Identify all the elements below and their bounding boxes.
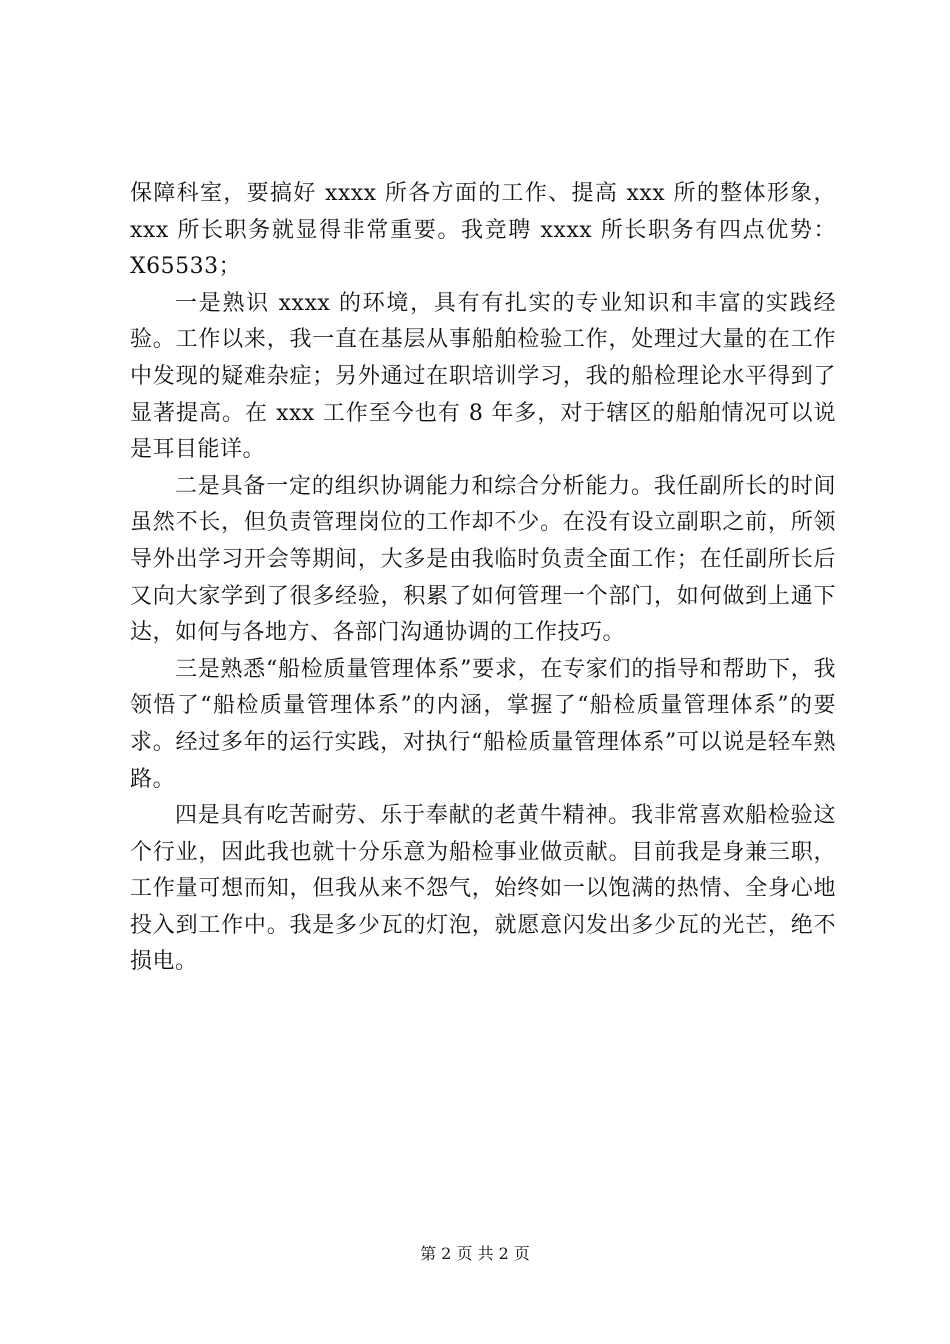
page-footer (0, 1243, 950, 1265)
paragraph-point-four: 四是具有吃苦耐劳、乐于奉献的老黄牛精神。我非常喜欢船检验这个行业，因此我也就十分乐意为船检事业做贡献。目前我是身兼三职，工作量可想而知，但我从来不怨气，始终如一以饱满的热情、全身心地投入到工作中。我是多少瓦的灯泡，就愿意闪发出多少瓦的光芒，绝不损电。 (130, 803, 836, 975)
document-body (130, 176, 836, 981)
paragraph-point-three: 三是熟悉“船检质量管理体系”要求，在专家们的指导和帮助下，我领悟了“船检质量管理体系”的内涵，掌握了“船检质量管理体系”的要求。经过多年的运行实践，对执行“船检质量管理体系”可以说是轻车熟路。 (130, 656, 836, 792)
paragraph-point-two: 二是具备一定的组织协调能力和综合分析能力。我任副所长的时间虽然不长，但负责管理岗位的工作却不少。在没有设立副职之前，所领导外出学习开会等期间，大多是由我临时负责全面工作；在任副所长后又向大家学到了很多经验，积累了如何管理一个部门，如何做到上通下达，如何与各地方、各部门沟通协调的工作技巧。 (130, 473, 836, 646)
paragraph-point-one: 一是熟识 xxxx 的环境，具有有扎实的专业知识和丰富的实践经验。工作以来，我一直在基层从事船舶检验工作，处理过大量的在工作中发现的疑难杂症；另外通过在职培训学习，我的船检理论水平得到了显著提高。在 xxx 工作至今也有 8 年多，对于辖区的船舶情况可以说是耳目能详。 (130, 290, 836, 463)
paragraph-intro: 保障科室，要搞好 xxxx 所各方面的工作、提高 xxx 所的整体形象，xxx 所长职务就显得非常重要。我竞聘 xxxx 所长职务有四点优势：X65533； (130, 181, 836, 280)
page-number-label: 第 2 页 共 2 页 (420, 1244, 530, 1263)
